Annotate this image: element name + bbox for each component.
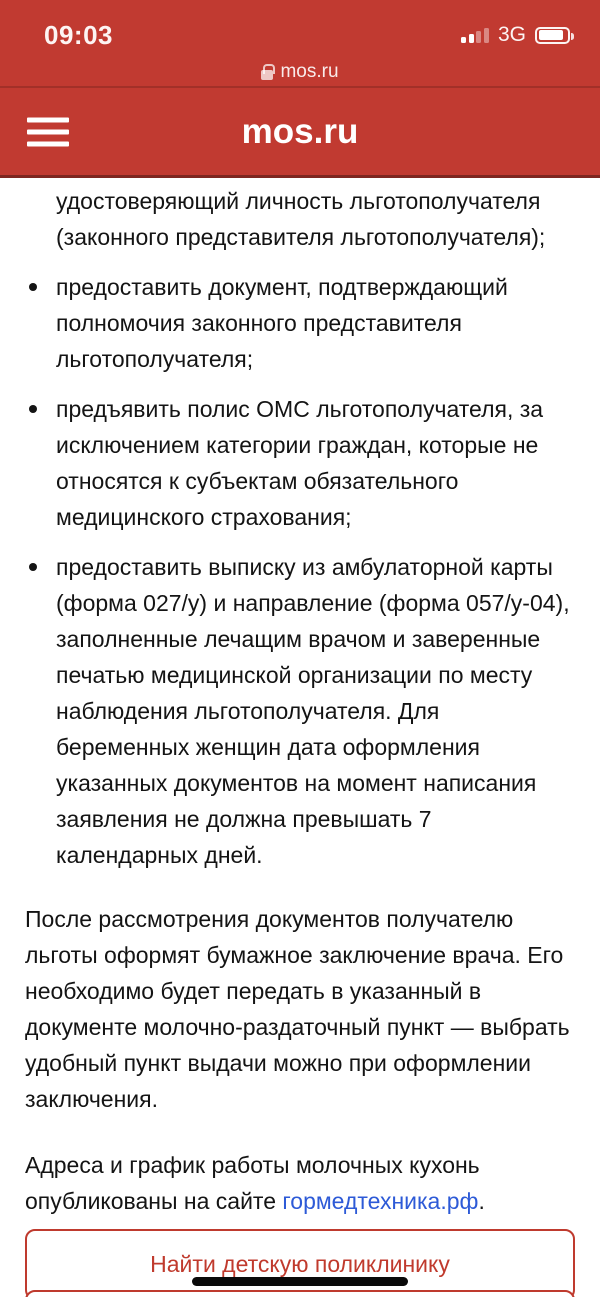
network-type-label: 3G <box>497 23 526 46</box>
paragraph-addresses <box>25 1147 575 1219</box>
next-button-partial[interactable] <box>25 1290 575 1297</box>
status-bar <box>0 0 600 58</box>
hamburger-menu-icon[interactable] <box>27 117 69 146</box>
list-item-continuation: удостоверяющий личность льготополучателя (законного представителя льготополучателя); <box>56 188 546 250</box>
padlock-icon <box>261 70 273 80</box>
paragraph-conclusion: После рассмотрения документов получателю льготы оформят бумажное заключение врача. Его необходимо будет передать в указанный в документе молочно-раздаточный пункт — выбрать удобный пункт выдачи можно при оформлении заключения. <box>25 906 570 1112</box>
status-time: 09:03 <box>44 19 113 50</box>
page-content <box>0 178 600 1297</box>
gormedtehnika-link[interactable]: гормедтехника.рф <box>282 1188 479 1214</box>
home-indicator[interactable] <box>192 1277 408 1286</box>
battery-icon <box>535 27 570 44</box>
paragraph-addresses-text: Адреса и график работы молочных кухонь опубликованы на сайте <box>25 1152 480 1214</box>
requirements-list <box>25 269 575 873</box>
site-title: mos.ru <box>241 111 359 151</box>
find-clinic-button[interactable]: Найти детскую поликлинику <box>25 1229 575 1297</box>
list-item <box>25 549 575 873</box>
list-item <box>25 269 575 377</box>
list-item-text: предъявить полис ОМС льготополучателя, за исключением категории граждан, которые не относятся к субъектам обязательного медицинского страхования; <box>56 396 544 530</box>
bullet-dot <box>29 563 37 571</box>
cellular-signal-icon <box>461 27 489 43</box>
list-item-text: предоставить выписку из амбулаторной карты (форма 027/у) и направление (форма 057/у-04), заполненные лечащим врачом и заверенные печатью медицинской организации по месту наблюдения льготополучателя. Для беременных женщин дата оформления указанных документов на момент написания заявления не должна превышать 7 календарных дней. <box>56 554 570 868</box>
url-domain: mos.ru <box>280 61 339 82</box>
site-header <box>0 88 600 178</box>
list-item <box>25 391 575 535</box>
status-icons <box>461 23 570 47</box>
list-item-text: предоставить документ, подтверждающий полномочия законного представителя льготополучателя; <box>56 274 508 372</box>
paragraph-addresses-period: . <box>478 1188 485 1214</box>
bullet-dot <box>29 283 37 291</box>
battery-fill <box>539 30 564 40</box>
url-bar[interactable] <box>0 58 600 88</box>
bullet-dot <box>29 405 37 413</box>
browser-chrome <box>0 0 600 178</box>
